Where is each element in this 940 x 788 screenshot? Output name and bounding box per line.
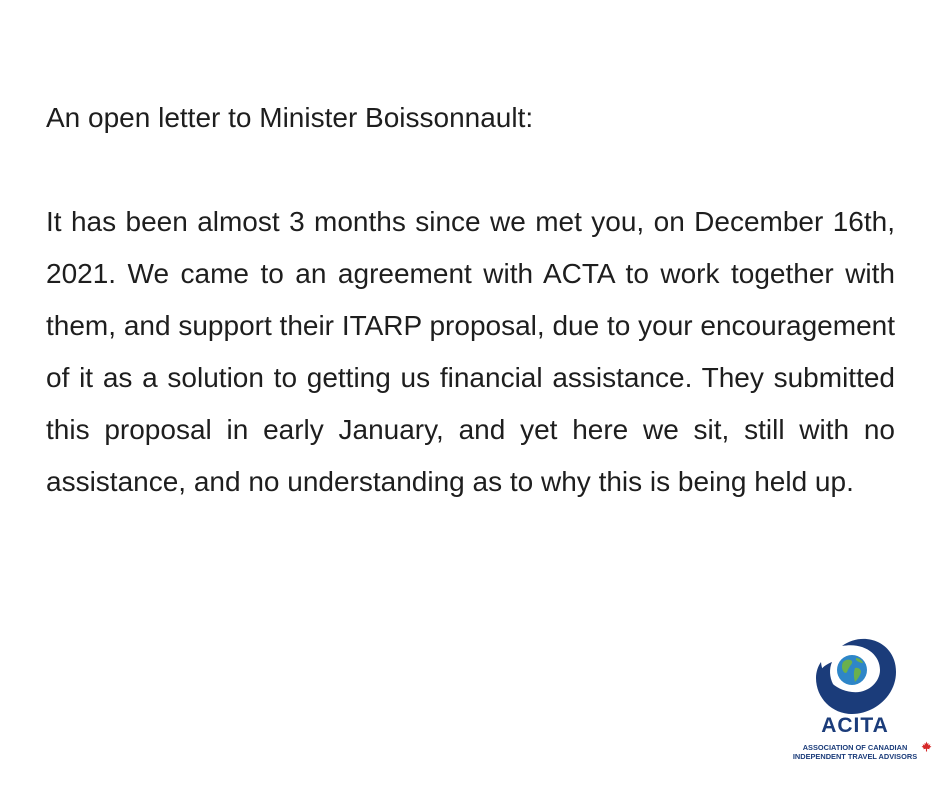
logo-name: ACITA [821,714,889,737]
open-letter [46,92,895,508]
logo-tagline [770,743,940,761]
maple-leaf-icon [921,741,932,752]
logo-tagline-line2: INDEPENDENT TRAVEL ADVISORS [792,752,918,761]
letter-body: It has been almost 3 months since we met you, on December 16th, 2021. We came to an agreement with ACTA to work together with them, and support their ITARP proposal, due to your encouragement of it as a solution to getting us financial assistance. They submitted this proposal in early January, and yet here we sit, still with no assistance, and no understanding as to why this is being held up. [46,206,895,497]
acita-logo [770,632,930,772]
logo-tagline-line1: ASSOCIATION OF CANADIAN [802,743,908,752]
letter-salutation: An open letter to Minister Boissonnault: [46,102,534,133]
globe-swirl-icon [812,632,898,716]
